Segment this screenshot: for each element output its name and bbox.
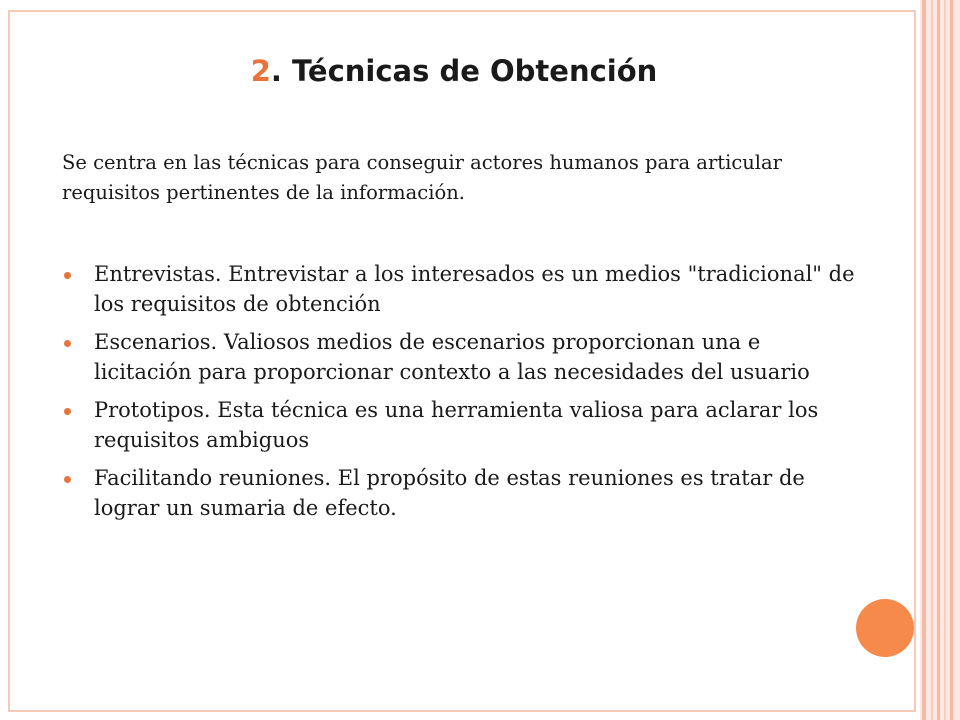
bullet-icon — [64, 476, 71, 483]
stripe — [944, 0, 946, 720]
title-text: . Técnicas de Obtención — [270, 54, 658, 88]
bullet-icon — [64, 408, 71, 415]
title-number: 2 — [250, 54, 271, 88]
list-item-text: Facilitando reuniones. El propósito de estas reuniones es tratar de lograr un sumaria de efecto. — [94, 466, 805, 520]
stripe — [922, 0, 926, 720]
list-item — [62, 327, 862, 387]
stripe — [937, 0, 940, 720]
bullet-icon — [64, 272, 71, 279]
list-item — [62, 463, 862, 523]
stripe — [950, 0, 953, 720]
list-item — [62, 259, 862, 319]
slide-title — [0, 54, 908, 88]
list-item-text: Prototipos. Esta técnica es una herramienta valiosa para aclarar los requisitos ambiguos — [94, 398, 819, 452]
bullet-icon — [64, 340, 71, 347]
list-item — [62, 395, 862, 455]
intro-paragraph: Se centra en las técnicas para conseguir actores humanos para articular requisitos pertinentes de la información. — [62, 151, 782, 204]
list-item-text: Entrevistas. Entrevistar a los interesados es un medios "tradicional" de los requisitos de obtención — [94, 262, 855, 316]
decorative-circle — [856, 599, 914, 657]
bullet-list — [62, 259, 862, 531]
list-item-text: Escenarios. Valiosos medios de escenarios proporcionan una e licitación para proporcionar contexto a las necesidades del usuario — [94, 330, 810, 384]
decorative-stripes — [920, 0, 960, 720]
stripe — [931, 0, 933, 720]
